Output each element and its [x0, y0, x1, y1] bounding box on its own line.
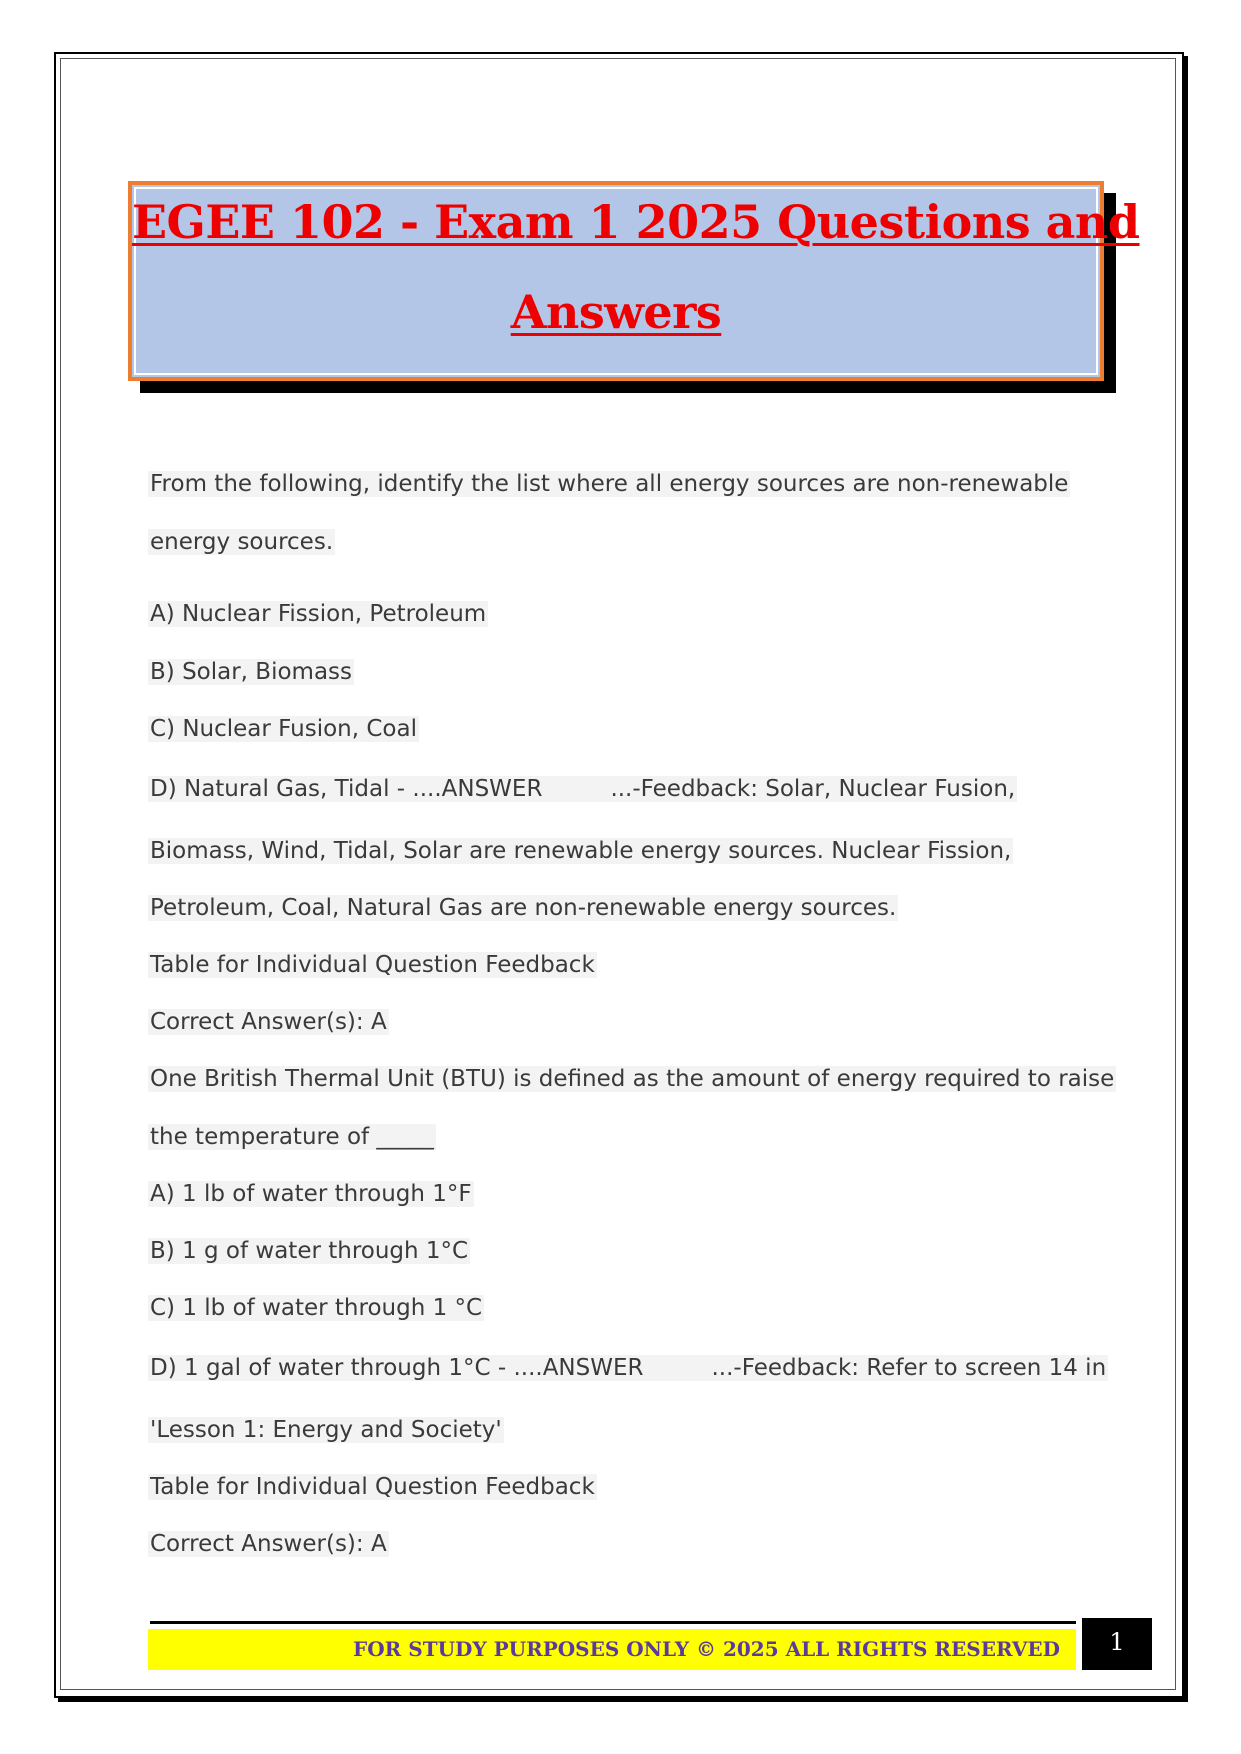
q1-option-d	[148, 773, 1017, 805]
q1-answer: D) Natural Gas, Tidal - ....ANSWER	[150, 776, 543, 802]
q1-table-label: Table for Individual Question Feedback	[150, 952, 595, 978]
q2-prompt-line-2: the temperature of _____	[150, 1124, 434, 1150]
q2-correct-answer: Correct Answer(s): A	[150, 1531, 387, 1557]
q2-option-b: B) 1 g of water through 1°C	[150, 1238, 469, 1264]
title-box	[128, 181, 1140, 381]
q1-feedback-line-1: ...-Feedback: Solar, Nuclear Fusion,	[610, 776, 1016, 802]
q2-feedback-line-1: ...-Feedback: Refer to screen 14 in	[711, 1355, 1107, 1381]
q2-prompt-line-1: One British Thermal Unit (BTU) is defined as the amount of energy required to raise	[150, 1066, 1115, 1092]
q1-option-b: B) Solar, Biomass	[150, 659, 353, 685]
q2-feedback-line-2: 'Lesson 1: Energy and Society'	[150, 1417, 502, 1443]
q1-correct-answer: Correct Answer(s): A	[150, 1009, 387, 1035]
footer-bar	[148, 1629, 1076, 1670]
title-line-2: Answers	[510, 285, 722, 339]
q1-feedback-line-3: Petroleum, Coal, Natural Gas are non-renewable energy sources.	[150, 895, 897, 921]
title-line-1: EGEE 102 - Exam 1 2025 Questions and	[132, 195, 1140, 249]
q2-answer: D) 1 gal of water through 1°C - ....ANSWER	[150, 1355, 644, 1381]
page-number: 1	[1082, 1618, 1152, 1670]
q1-prompt-line-1: From the following, identify the list where all energy sources are non-renewable	[150, 471, 1069, 497]
q1-prompt-line-2: energy sources.	[150, 529, 334, 555]
q1-option-c: C) Nuclear Fusion, Coal	[150, 716, 417, 742]
footer-copyright: FOR STUDY PURPOSES ONLY © 2025 ALL RIGHTS RESERVED	[353, 1637, 1060, 1661]
q2-table-label: Table for Individual Question Feedback	[150, 1474, 595, 1500]
footer-rule	[150, 1621, 1076, 1624]
q2-option-a: A) 1 lb of water through 1°F	[150, 1181, 472, 1207]
q2-option-d	[148, 1352, 1108, 1384]
q1-option-a: A) Nuclear Fission, Petroleum	[150, 601, 487, 627]
q2-option-c: C) 1 lb of water through 1 °C	[150, 1295, 483, 1321]
q1-feedback-line-2: Biomass, Wind, Tidal, Solar are renewable energy sources. Nuclear Fission,	[150, 838, 1012, 864]
